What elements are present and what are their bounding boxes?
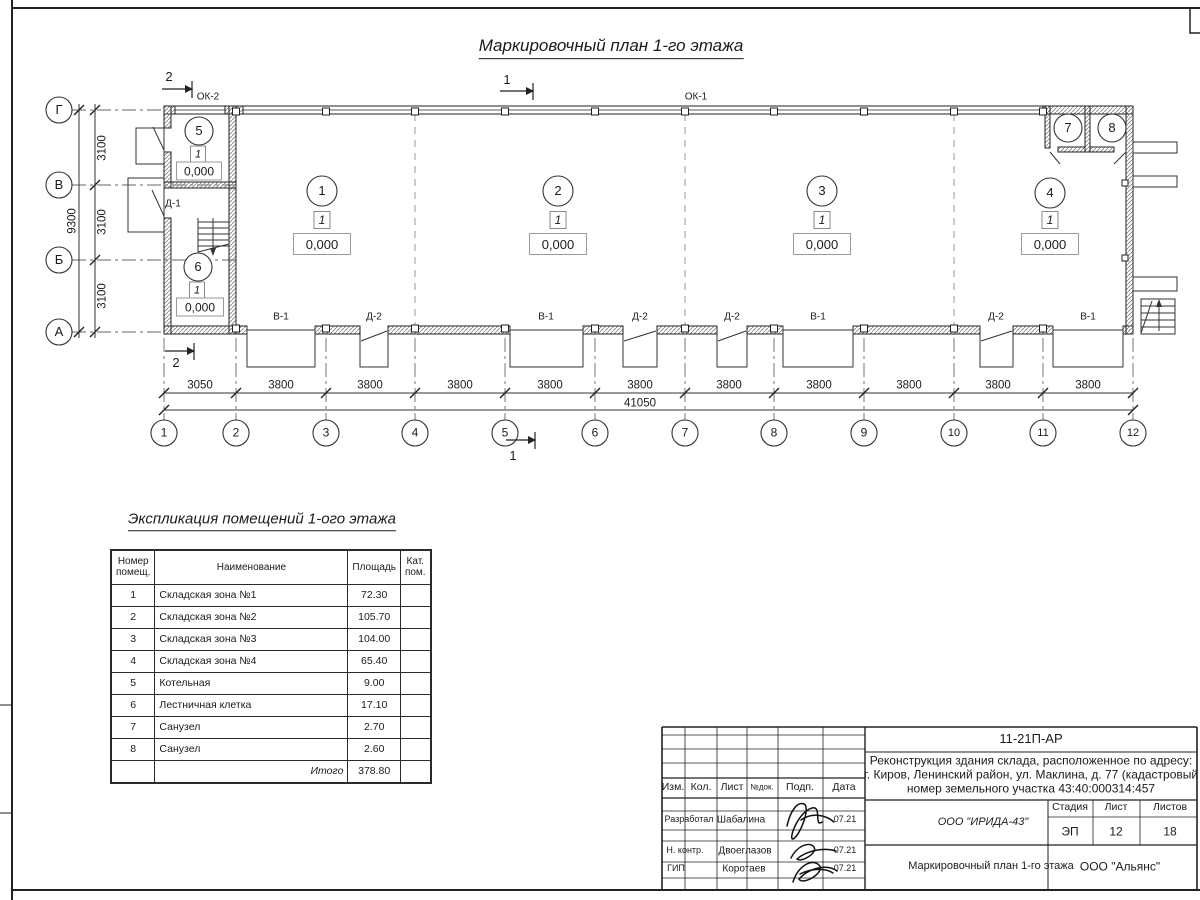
cell-area: 2.70: [348, 716, 401, 738]
axis-number: 11: [1037, 426, 1049, 439]
table-row: [111, 694, 431, 716]
axis-number: 5: [501, 425, 509, 440]
dimension-value: 3800: [627, 379, 653, 392]
table-total-row: [111, 760, 431, 783]
cell-name: Лестничная клетка: [155, 694, 348, 716]
cell-area: 2.60: [348, 738, 401, 760]
level-mark: 0,000: [176, 298, 224, 317]
room-number: 8: [1108, 119, 1116, 135]
signature-strokes: [787, 804, 837, 882]
room-type-marker: 1: [190, 146, 206, 163]
col-podp: Подп.: [786, 781, 814, 794]
dimension-value: 3100: [96, 283, 109, 309]
dimension-value: 3800: [447, 379, 473, 392]
cell-cat: [400, 628, 430, 650]
dimension-total: 9300: [66, 208, 79, 234]
cell-cat: [400, 716, 430, 738]
titleblock-project-line: Реконструкция здания склада, расположенное по адресу:: [869, 753, 1193, 768]
axis-number: 6: [591, 425, 599, 440]
axis-number: 2: [232, 425, 240, 440]
stage-value: ЭП: [1061, 824, 1079, 839]
cell-name: Складская зона №2: [155, 606, 348, 628]
opening-label: Д-2: [724, 311, 740, 323]
level-mark: 0,000: [176, 162, 222, 181]
dimension-value: 3100: [96, 135, 109, 161]
col-kol: Кол.: [690, 781, 712, 794]
role-name: Двоеглазов: [718, 845, 772, 857]
cell-cat: [400, 584, 430, 606]
room-type-marker: 1: [814, 211, 831, 229]
room-type-marker: 1: [550, 211, 567, 229]
titleblock-org: ООО "ИРИДА-43": [937, 815, 1029, 828]
cell-name: Санузел: [155, 738, 348, 760]
opening-label: Д-2: [988, 311, 1004, 323]
dimension-value: 3800: [357, 379, 383, 392]
axis-number: 9: [860, 425, 868, 440]
role-label: Разработал: [664, 814, 714, 825]
dimension-value: 3800: [268, 379, 294, 392]
opening-label: В-1: [273, 311, 289, 323]
level-mark: 0,000: [1021, 233, 1079, 255]
col-header-num: Номер помещ.: [111, 550, 155, 584]
col-header-cat: Кат. пом.: [400, 550, 430, 584]
titleblock-contractor: ООО "Альянс": [1079, 859, 1161, 874]
axis-number: 7: [681, 425, 689, 440]
level-mark: 0,000: [293, 233, 351, 255]
cell-num: 8: [111, 738, 155, 760]
room-type-marker: 1: [189, 282, 205, 299]
cell-area: 17.10: [348, 694, 401, 716]
window-label-ok1: ОК-1: [684, 91, 708, 103]
role-label: Н. контр.: [666, 845, 704, 856]
dimension-value: 3800: [806, 379, 832, 392]
cell-num: 2: [111, 606, 155, 628]
titleblock-doc-code: 11-21П-АР: [999, 730, 1063, 746]
listov-header: Листов: [1152, 801, 1188, 814]
role-name: Шабалина: [716, 814, 766, 826]
titleblock-project-line: номер земельного участка 43:40:000314:457: [906, 781, 1156, 796]
role-label: ГИП: [667, 863, 685, 874]
listov-value: 18: [1163, 824, 1177, 839]
table-row: [111, 672, 431, 694]
axis-letter: Б: [54, 251, 64, 267]
dimension-value: 3100: [96, 209, 109, 235]
cell-num: 1: [111, 584, 155, 606]
titleblock-sheet-title: Маркировочный план 1-го этажа: [908, 859, 1074, 872]
role-name: Коротаев: [722, 863, 766, 875]
cell-cat: [400, 650, 430, 672]
room-type-marker: 1: [314, 211, 331, 229]
axis-number: 12: [1126, 426, 1140, 439]
table-row: [111, 584, 431, 606]
list-value: 12: [1109, 824, 1123, 839]
axis-number: 1: [160, 425, 168, 440]
level-mark: 0,000: [793, 233, 851, 255]
cell-cat: [400, 606, 430, 628]
cell-area: 9.00: [348, 672, 401, 694]
cell-name: Складская зона №4: [155, 650, 348, 672]
opening-label: В-1: [538, 311, 554, 323]
room-number: 6: [194, 258, 202, 274]
total-label: Итого: [155, 760, 348, 783]
cell-num: 6: [111, 694, 155, 716]
cell-num: 3: [111, 628, 155, 650]
cell-cat: [400, 694, 430, 716]
door-label-d1: Д-1: [165, 198, 181, 210]
cell-area: 105.70: [348, 606, 401, 628]
column-marks: [233, 108, 1129, 332]
section-mark-2-top: 2: [165, 68, 173, 84]
room-number: 5: [195, 122, 203, 138]
opening-label: Д-2: [366, 311, 382, 323]
cell-cat: [400, 738, 430, 760]
cell-num: 5: [111, 672, 155, 694]
opening-label: В-1: [810, 311, 826, 323]
plan-title: Маркировочный план 1-го этажа: [479, 37, 744, 59]
section-mark-2-bottom: 2: [172, 354, 180, 370]
section-mark-1-bottom: 1: [509, 447, 517, 463]
explication-table: [110, 549, 432, 784]
dimension-value: 3050: [187, 379, 213, 392]
axis-number: 3: [322, 425, 330, 440]
cell-name: Складская зона №1: [155, 584, 348, 606]
window-label-ok2: ОК-2: [196, 91, 220, 103]
col-izm: Изм.: [661, 781, 685, 794]
cell-num: 7: [111, 716, 155, 738]
axis-letter: В: [54, 176, 64, 192]
cell-area: 104.00: [348, 628, 401, 650]
dimension-total: 41050: [624, 397, 656, 410]
axis-letter: Г: [55, 101, 63, 117]
dimension-value: 3800: [1075, 379, 1101, 392]
list-header: Лист: [1104, 801, 1128, 814]
dimension-value: 3800: [985, 379, 1011, 392]
room-type-marker: 1: [1042, 211, 1059, 229]
axis-letter: А: [54, 323, 64, 339]
level-mark: 0,000: [529, 233, 587, 255]
table-row: [111, 606, 431, 628]
dimension-value: 3800: [716, 379, 742, 392]
role-date: 07.21: [833, 863, 857, 874]
opening-label: Д-2: [632, 311, 648, 323]
axis-number: 8: [770, 425, 778, 440]
zone-dashed-lines: [415, 114, 954, 326]
cell-cat: [400, 760, 430, 783]
titleblock-project-line: г. Киров, Ленинский район, ул. Маклина, д. 77 (кадастровый: [863, 767, 1199, 782]
total-value: 378.80: [348, 760, 401, 783]
cell-area: 65.40: [348, 650, 401, 672]
cell-name: Котельная: [155, 672, 348, 694]
section-mark-1-top: 1: [503, 71, 511, 87]
col-list: Лист: [720, 781, 744, 794]
axis-number: 4: [411, 425, 419, 440]
cell-area: 72.30: [348, 584, 401, 606]
stage-header: Стадия: [1052, 801, 1088, 814]
room-number: 2: [554, 182, 562, 198]
col-header-area: Площадь: [348, 550, 401, 584]
section-marks: [162, 81, 536, 449]
cell-name: Санузел: [155, 716, 348, 738]
room-number: 3: [818, 182, 826, 198]
table-row: [111, 628, 431, 650]
room-number: 1: [318, 182, 326, 198]
col-header-name: Наименование: [155, 550, 348, 584]
explication-title: Экспликация помещений 1-ого этажа: [128, 511, 396, 531]
cell-cat: [400, 672, 430, 694]
table-row: [111, 650, 431, 672]
role-date: 07.21: [833, 814, 857, 825]
col-ndoc: №док.: [750, 782, 774, 792]
dimension-value: 3800: [896, 379, 922, 392]
opening-label: В-1: [1080, 311, 1096, 323]
cell-num: 4: [111, 650, 155, 672]
dimension-lines: [79, 104, 1133, 410]
col-data: Дата: [832, 781, 856, 794]
room-number: 7: [1064, 119, 1072, 135]
cell-name: Складская зона №3: [155, 628, 348, 650]
table-row: [111, 716, 431, 738]
walls: [164, 106, 1133, 334]
role-date: 07.21: [833, 845, 857, 856]
room-number: 4: [1046, 184, 1054, 200]
cell-num: [111, 760, 155, 783]
table-row: [111, 738, 431, 760]
dimension-value: 3800: [537, 379, 563, 392]
axis-number: 10: [947, 426, 961, 439]
table-header-row: [111, 550, 431, 584]
